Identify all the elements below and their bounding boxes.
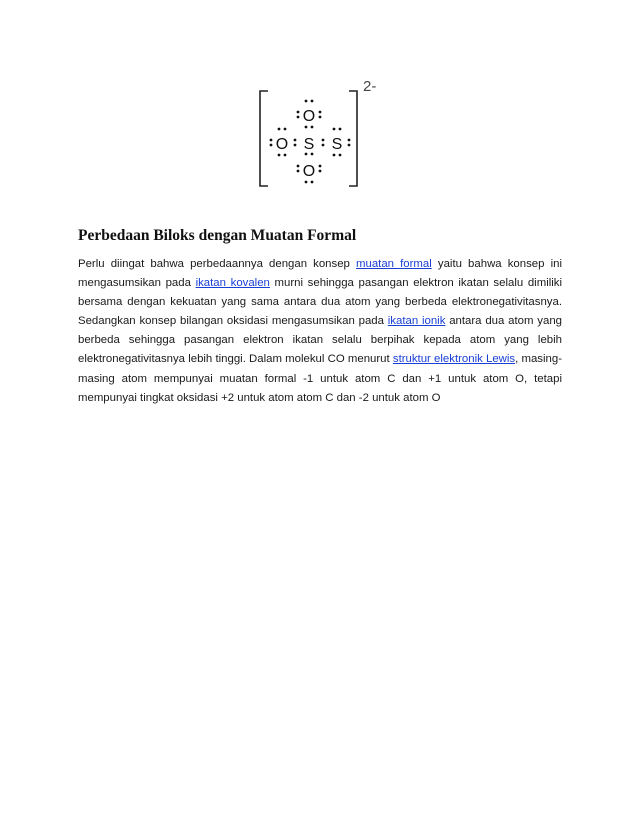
- paragraph-text: antara dua atom yang berbeda sehingga pasangan elektron ikatan selalu berpihak kepada atom yang lebih elektronegativitasnya lebih tinggi. Dalam molekul CO menurut: [78, 315, 562, 366]
- atom-left-oxygen: O: [275, 136, 289, 153]
- lewis-structure-figure: [255, 72, 395, 194]
- paragraph-text: Perlu diingat bahwa perbedaannya dengan konsep: [78, 258, 356, 270]
- left-bracket: [260, 91, 268, 186]
- link-struktur-elektronik-lewis[interactable]: struktur elektronik Lewis: [392, 353, 516, 366]
- paragraph-text: , masing-masing atom mempunyai muatan formal -1 untuk atom C dan +1 untuk atom O, tetapi mempunyai tingkat oksidasi +2 untuk atom atom C dan -2 untuk atom O: [78, 353, 562, 404]
- paragraph-text: yaitu bahwa konsep ini mengasumsikan pada: [78, 258, 562, 290]
- lewis-structure-diagram: [255, 72, 395, 194]
- right-bracket: [349, 91, 357, 186]
- ion-charge: 2-: [363, 78, 377, 95]
- body-paragraph: [78, 255, 562, 408]
- section-heading: Perbedaan Biloks dengan Muatan Formal: [78, 227, 357, 244]
- atom-center-sulfur: S: [303, 136, 315, 153]
- link-muatan-formal[interactable]: muatan formal: [356, 258, 432, 270]
- link-ikatan-kovalen[interactable]: ikatan kovalen: [195, 277, 270, 290]
- link-ikatan-ionik[interactable]: ikatan ionik: [387, 315, 446, 328]
- atom-top-oxygen: O: [302, 108, 316, 125]
- atom-bottom-oxygen: O: [302, 163, 316, 180]
- paragraph-text: murni sehingga pasangan elektron ikatan selalu dimiliki bersama dengan kekuatan yang sama antara dua atom yang berbeda elektronegativitasnya. Sedangkan konsep bilangan oksidasi mengasumsikan pada: [78, 277, 563, 328]
- atom-right-sulfur: S: [331, 136, 343, 153]
